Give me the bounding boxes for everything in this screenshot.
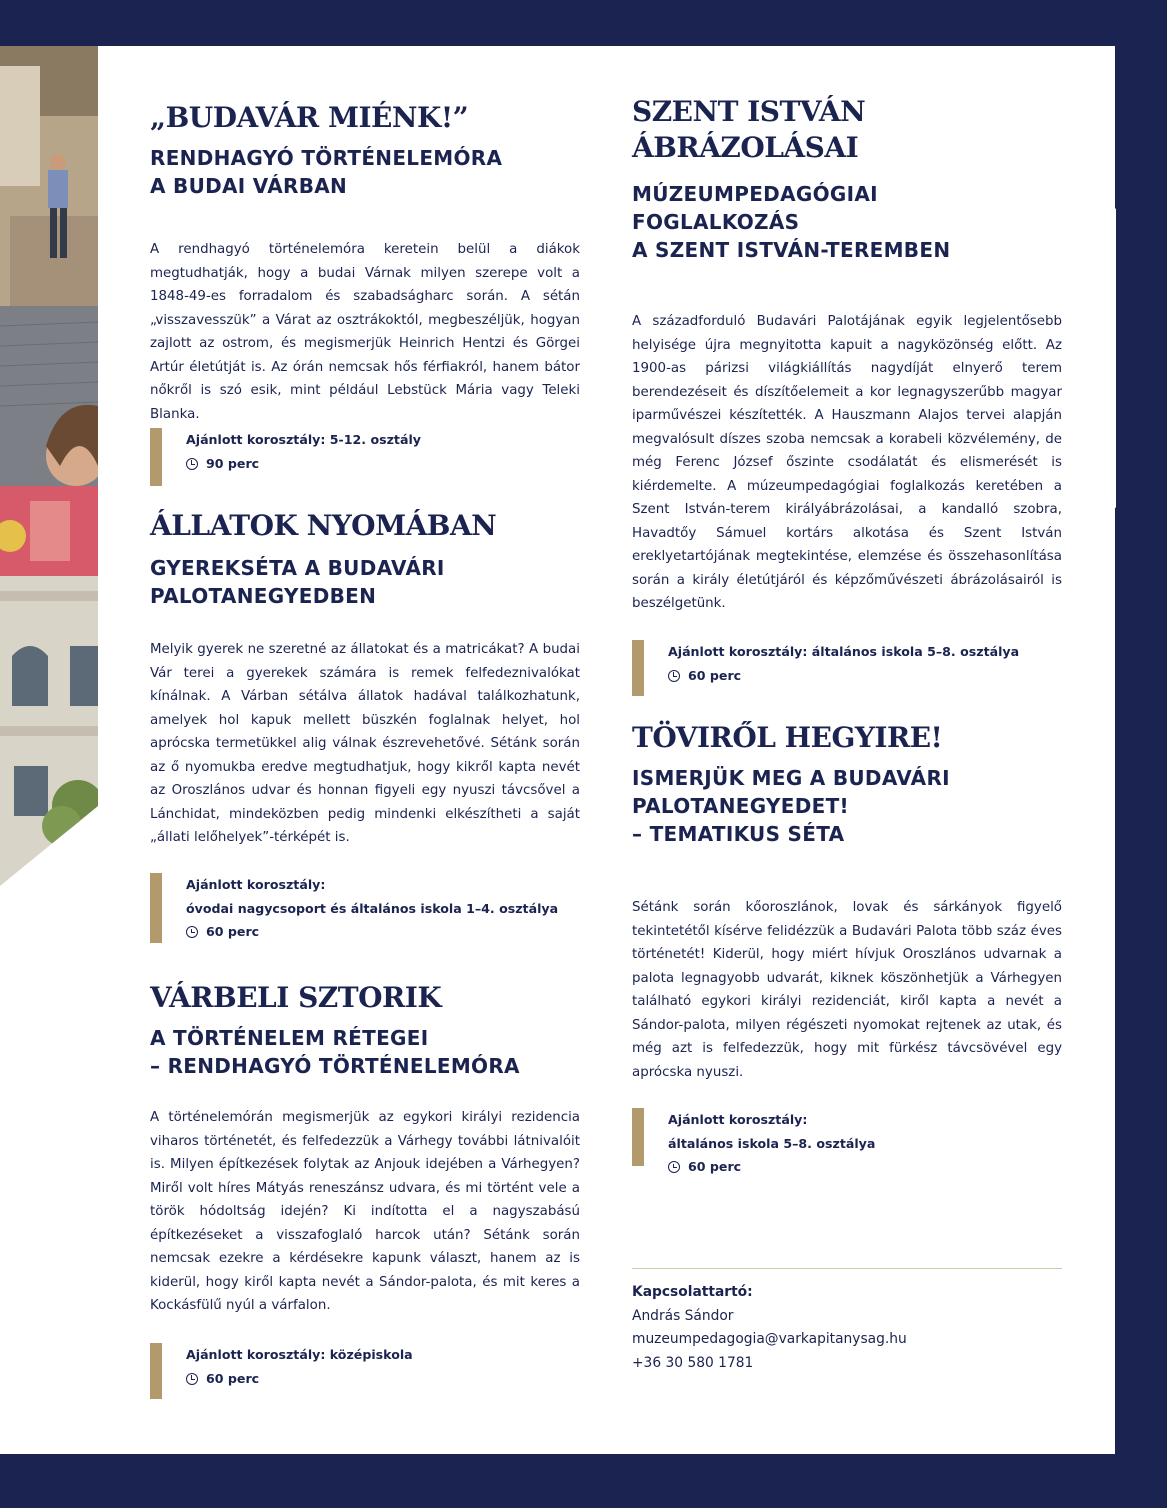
section-body-text: A történelemórán megismerjük az egykori királyi rezidencia viharos történetét, és felfedezzük a Várhegy további látnivalóit is. Milyen építkezések folytak az Anjouk idejében a Várhegyen? Miről volt híres Mátyás reneszánsz udvara, és mi történt vele a török hódoltság idején? Ki indította el a nagyszabású építkezéseket a visszafoglaló harcok után? Sétánk során nemcsak ezekre a kérdésekre kapunk választ, hanem az is kiderül, hogy kiről kapta nevét a Sándor-palota, és mit keres a Kockásfülű nyúl a várfalon. [150,1110,580,1313]
duration: 60 perc [206,924,260,939]
section-varbeli-sztorik [150,980,580,1080]
contact-label: Kapcsolattartó: [632,1284,753,1300]
clock-icon [186,926,198,938]
gold-bar [150,1343,162,1399]
section-subtitle [632,764,1062,848]
section-title: ÁLLATOK NYOMÁBAN [150,509,497,542]
section-tovirol-body [632,896,1062,1084]
contact-phone[interactable]: +36 30 580 1781 [632,1354,754,1371]
section-allatok-nyomaban [150,508,580,610]
age-group-label: Ajánlott korosztály: [186,877,326,892]
subtitle-line: MÚZEUMPEDAGÓGIAI [632,182,878,206]
gold-bar [632,1108,644,1166]
age-group-label: Ajánlott korosztály: [668,1112,808,1127]
contact-name: András Sándor [632,1307,734,1324]
section-title: TÖVIRŐL HEGYIRE! [632,721,943,754]
age-group: Ajánlott korosztály: 5-12. osztály [186,432,421,447]
subtitle-line: ISMERJÜK MEG A BUDAVÁRI [632,766,950,790]
section-szent-istvan [632,94,1062,264]
subtitle-line: FOGLALKOZÁS [632,210,800,234]
age-group: óvodai nagycsoport és általános iskola 1–4. osztálya [186,900,559,916]
contact-email[interactable]: muzeumpedagogia@varkapitanysag.hu [632,1331,907,1347]
section-body-text: Sétánk során kőoroszlánok, lovak és sárkányok figyelő tekintetétől kísérve felidézzük a Budavári Palota több száz éves történetét! Kiderül, hogy miért hívjuk Oroszlános udvarnak a palota legnagyobb udvarát, kiknek köszönhetjük a Várhegyen található egykori királyi rezidenciát, kiről kapta a nevét a Sándor-palota, milyen régészeti nyomokat rejtenek az utak, és még azt is felfedezzük, hogy mit fürkész távcsövével egy aprócska nyuszi. [632,900,1062,1080]
clock-icon [186,458,198,470]
section-szent-istvan-body [632,310,1062,616]
subtitle-line: A SZENT ISTVÁN-TEREMBEN [632,238,951,262]
contact-block [632,1268,1062,1375]
subtitle-line: RENDHAGYÓ TÖRTÉNELEMÓRA [150,146,503,170]
age-group: Ajánlott korosztály: középiskola [186,1347,413,1362]
divider [632,1268,1062,1269]
duration: 60 perc [688,667,742,683]
section-body-text: Melyik gyerek ne szeretné az állatokat és a matricákat? A budai Vár terei a gyerekek számára is remek felfedeznivalókat kínálnak. A Várban sétálva állatok hadával találkozhatunk, amelyek hol kapuk mellett büszkén foglalnak helyet, hol aprócska termetükkel alig válnak észrevehetővé. Sétánk során az ő nyomukba eredve megtudhatjuk, hogy kikről kapta nevét az Oroszlános udvar és honnan figyeli egy nyuszi távcsővel a Lánchidat, mindeközben pedig mindenki elkészítheti a saját „állati lelőhelyek”-térképét is. [150,642,580,845]
section-budavar-mienk [150,100,580,200]
title-line: ÁBRÁZOLÁSAI [632,131,859,164]
age-group: általános iskola 5–8. osztálya [668,1135,876,1151]
section-subtitle [150,144,580,200]
section-title: „BUDAVÁR MIÉNK!” [150,101,469,134]
subtitle-line: A TÖRTÉNELEM RÉTEGEI [150,1026,429,1050]
section-title: VÁRBELI SZTORIK [150,981,442,1014]
subtitle-line: – TEMATIKUS SÉTA [632,822,845,846]
section-title [632,94,1062,166]
clock-icon [186,1373,198,1385]
section-varbeli-body [150,1106,580,1318]
title-line: SZENT ISTVÁN [632,95,866,128]
section-subtitle [632,180,1062,264]
subtitle-line: PALOTANEGYEDBEN [150,584,377,608]
subtitle-line: – RENDHAGYÓ TÖRTÉNELEMÓRA [150,1054,520,1078]
section-subtitle [150,554,580,610]
subtitle-line: A BUDAI VÁRBAN [150,174,348,198]
section-subtitle [150,1024,580,1080]
duration: 60 perc [206,1370,260,1386]
subtitle-line: GYEREKSÉTA A BUDAVÁRI [150,556,445,580]
section-tovirol-hegyire [632,720,1062,848]
subtitle-line: PALOTANEGYEDET! [632,794,849,818]
gold-bar [150,428,162,486]
clock-icon [668,1161,680,1173]
section-body-text: A rendhagyó történelemóra keretein belül a diákok megtudhatják, hogy a budai Várnak milyen szerepe volt a 1848-49-es forradalom és szabadságharc során. A sétán „visszavesszük” a Várat az osztrákoktól, megbeszéljük, hogyan zajlott az ostrom, és megismerjük Heinrich Hentzi és Görgei Artúr életútját is. Az órán nemcsak hős férfiakról, hanem bátor nőkről is szó esik, mint például Lebstück Mária vagy Teleki Blanka. [150,242,580,422]
clock-icon [668,670,680,682]
duration: 90 perc [206,455,260,471]
section-budavar-body [150,238,580,426]
section-body-text: A századforduló Budavári Palotájának egyik legjelentősebb helyisége újra megnyitotta kapuit a nagyközönség előtt. Az 1900-as párizsi világkiállítás nagydíját elnyerő terem berendezéseit és díszítőelemeit a kor legnagyszerűbb magyar iparművészei készítették. A Hauszmann Alajos tervei alapján megvalósult díszes szoba nemcsak a korabeli közvélemény, de még Ferenc József őszinte csodálatát és elismerését is kiérdemelte. A múzeumpedagógiai foglalkozás keretében a Szent István-terem királyábrázolásai, a kandalló szobra, Havadtőy Sámuel kortárs alkotása és Szent István ereklyetartójának megtekintése, elemzése és összehasonlítása során a király életútjáról és képzőművészeti ábrázolásairól is beszélgetünk. [632,314,1062,611]
gold-bar [632,640,644,696]
duration: 60 perc [688,1159,742,1174]
gold-bar [150,873,162,943]
section-allatok-body [150,638,580,850]
age-group: Ajánlott korosztály: általános iskola 5–8. osztálya [668,644,1020,659]
right-diagonal-decoration [1115,46,1167,1454]
photo-collage [0,46,98,886]
